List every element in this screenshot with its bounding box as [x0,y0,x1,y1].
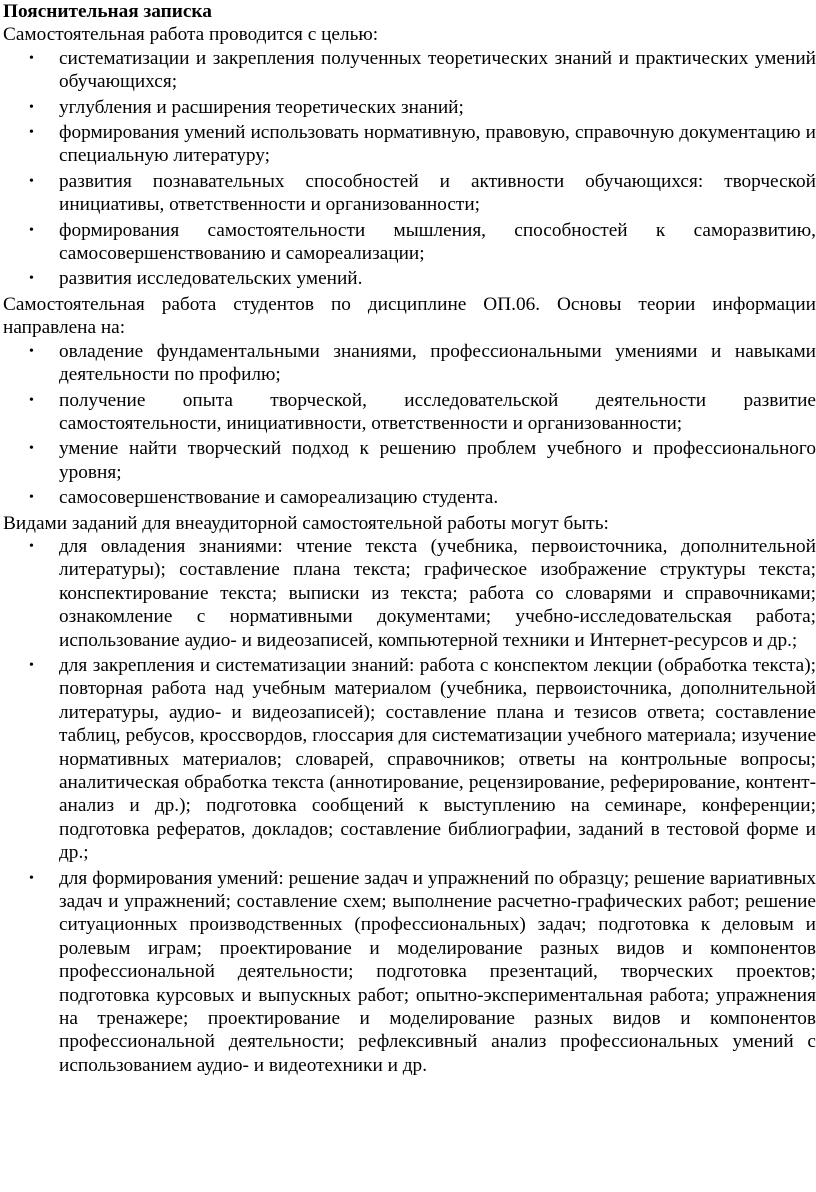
directions-intro: Самостоятельная работа студентов по дисциплине ОП.06. Основы теории информации направлена на: [3,293,816,339]
bullet-icon: • [29,441,34,457]
list-item [3,96,816,119]
goals-section [3,23,816,290]
document-title: Пояснительная записка [3,1,212,22]
direction-text: овладение фундаментальными знаниями, профессиональными умениями и навыками деятельности по профилю; [59,340,816,386]
goal-text: формирования умений использовать нормативную, правовую, справочную документацию и специальную литературу; [59,122,816,167]
list-item [3,389,816,436]
list-item [3,437,816,484]
list-item [3,170,816,217]
bullet-icon: • [29,392,34,408]
goal-text: систематизации и закрепления полученных теоретических знаний и практических умений обучающихся; [59,47,816,93]
directions-section [3,293,816,510]
list-item [3,121,816,168]
bullet-icon: • [29,99,34,115]
types-list [3,535,816,1077]
goal-text: развития исследовательских умений. [59,268,363,290]
bullet-icon: • [29,50,34,66]
type-text: для закрепления и систематизации знаний: работа с конспектом лекции (обработка текста); повторная работа над учебным материалом (учебника, первоисточника, дополнительной литературы, аудио- и видеозаписей); составление плана и тезисов ответа; составление таблиц, ребусов, кроссвордов, глоссария для систематизации учебного материала; изучение нормативных материалов; словарей, справочников; ответы на контрольные вопросы; аналитическая обработка текста (аннотирование, рецензирование, реферирование, контент-анализ и др.); подготовка сообщений к выступлению на семинаре, конференции; подготовка рефератов, докладов; составление библиографии, заданий в тестовой форме и др.; [59,654,816,864]
types-section [3,512,816,1078]
list-item [3,535,816,652]
list-item [3,654,816,865]
direction-text: самосовершенствование и самореализацию студента. [59,487,499,509]
list-item [3,47,816,94]
directions-list [3,340,816,510]
goals-list [3,47,816,291]
list-item [3,486,816,509]
direction-text: умение найти творческий подход к решению проблем учебного и профессионального уровня; [59,438,816,483]
bullet-icon: • [29,657,34,673]
bullet-icon: • [29,271,34,287]
bullet-icon: • [29,125,34,141]
types-intro: Видами заданий для внеаудиторной самостоятельной работы могут быть: [3,512,609,534]
list-item [3,267,816,290]
bullet-icon: • [29,870,34,886]
list-item [3,867,816,1078]
type-text: для формирования умений: решение задач и упражнений по образцу; решение вариативных задач и упражнений; составление схем; выполнение расчетно-графических работ; решение ситуационных производственных (профессиональных) задач; подготовка к деловым и ролевым играм; проектирование и моделирование разных видов и компонентов профессиональной деятельности; подготовка презентаций, творческих проектов; подготовка курсовых и выпускных работ; опытно-экспериментальная работа; упражнения на тренажере; проектирование и моделирование разных видов и компонентов профессиональной деятельности; рефлексивный анализ профессиональных умений с использованием аудио- и видеотехники и др. [59,867,816,1076]
bullet-icon: • [29,343,34,359]
goal-text: формирования самостоятельности мышления, способностей к саморазвитию, самосовершенствованию и самореализации; [59,219,816,265]
goal-text: углубления и расширения теоретических знаний; [59,96,464,118]
bullet-icon: • [29,222,34,238]
list-item [3,340,816,387]
goals-intro: Самостоятельная работа проводится с целью: [3,24,379,46]
type-text: для овладения знаниями: чтение текста (учебника, первоисточника, дополнительной литературы); составление плана текста; графическое изображение структуры текста; конспектирование текста; выписки из текста; работа со словарями и справочниками; ознакомление с нормативными документами; учебно-исследовательская работа; использование аудио- и видеозаписей, компьютерной техники и Интернет-ресурсов и др.; [59,535,816,651]
list-item [3,219,816,266]
direction-text: получение опыта творческой, исследовательской деятельности развитие самостоятельности, инициативности, ответственности и организованности; [59,389,816,434]
bullet-icon: • [29,538,34,554]
bullet-icon: • [29,490,34,506]
goal-text: развития познавательных способностей и активности обучающихся: творческой инициативы, ответственности и организованности; [59,170,816,216]
bullet-icon: • [29,173,34,189]
